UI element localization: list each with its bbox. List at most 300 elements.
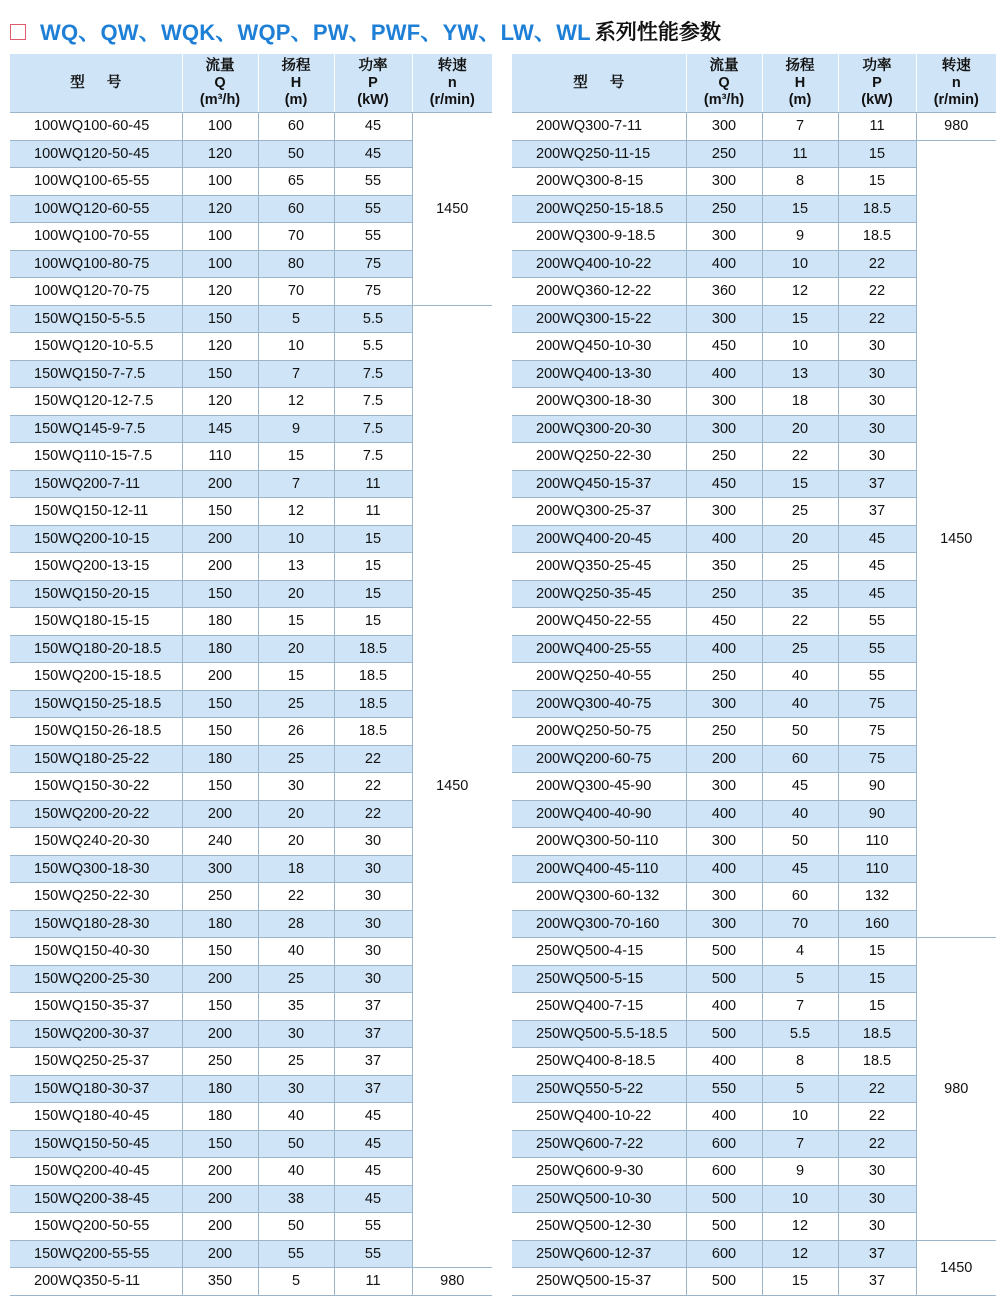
model-cell: 250WQ600-7-22 xyxy=(512,1130,686,1158)
head-cell: 26 xyxy=(258,718,334,746)
power-cell: 75 xyxy=(838,745,916,773)
head-cell: 5 xyxy=(258,1268,334,1296)
header-model: 型号 xyxy=(512,54,686,113)
head-cell: 40 xyxy=(762,800,838,828)
flow-cell: 100 xyxy=(182,113,258,141)
flow-cell: 300 xyxy=(686,223,762,251)
power-cell: 30 xyxy=(334,828,412,856)
head-cell: 10 xyxy=(762,1185,838,1213)
power-cell: 18.5 xyxy=(838,195,916,223)
spec-table-right-body xyxy=(512,113,996,1296)
flow-cell: 250 xyxy=(182,1048,258,1076)
model-cell: 200WQ300-25-37 xyxy=(512,498,686,526)
power-cell: 110 xyxy=(838,855,916,883)
head-cell: 9 xyxy=(258,415,334,443)
power-cell: 55 xyxy=(334,1213,412,1241)
model-cell: 200WQ450-10-30 xyxy=(512,333,686,361)
head-cell: 11 xyxy=(762,140,838,168)
power-cell: 22 xyxy=(334,745,412,773)
model-cell: 200WQ250-40-55 xyxy=(512,663,686,691)
power-cell: 11 xyxy=(334,1268,412,1296)
power-cell: 7.5 xyxy=(334,415,412,443)
head-cell: 60 xyxy=(258,113,334,141)
model-cell: 150WQ200-50-55 xyxy=(10,1213,182,1241)
head-cell: 55 xyxy=(258,1240,334,1268)
model-cell: 200WQ400-10-22 xyxy=(512,250,686,278)
head-cell: 40 xyxy=(258,1158,334,1186)
power-cell: 90 xyxy=(838,800,916,828)
flow-cell: 180 xyxy=(182,635,258,663)
power-cell: 30 xyxy=(838,388,916,416)
model-cell: 150WQ200-40-45 xyxy=(10,1158,182,1186)
power-cell: 30 xyxy=(838,1213,916,1241)
flow-cell: 200 xyxy=(182,1020,258,1048)
flow-cell: 400 xyxy=(686,993,762,1021)
head-cell: 22 xyxy=(762,608,838,636)
power-cell: 5.5 xyxy=(334,305,412,333)
head-cell: 40 xyxy=(762,663,838,691)
model-cell: 100WQ100-80-75 xyxy=(10,250,182,278)
head-cell: 60 xyxy=(762,745,838,773)
head-cell: 50 xyxy=(762,828,838,856)
model-cell: 150WQ120-10-5.5 xyxy=(10,333,182,361)
speed-cell: 1450 xyxy=(412,305,492,1268)
flow-cell: 240 xyxy=(182,828,258,856)
flow-cell: 150 xyxy=(182,993,258,1021)
head-cell: 50 xyxy=(762,718,838,746)
model-cell: 250WQ550-5-22 xyxy=(512,1075,686,1103)
power-cell: 37 xyxy=(838,1268,916,1296)
power-cell: 45 xyxy=(334,1185,412,1213)
table-row xyxy=(512,1240,996,1268)
model-cell: 150WQ180-15-15 xyxy=(10,608,182,636)
model-cell: 150WQ150-35-37 xyxy=(10,993,182,1021)
model-cell: 200WQ400-13-30 xyxy=(512,360,686,388)
speed-cell: 980 xyxy=(916,113,996,141)
flow-cell: 600 xyxy=(686,1130,762,1158)
flow-cell: 250 xyxy=(686,443,762,471)
flow-cell: 200 xyxy=(686,745,762,773)
model-cell: 100WQ100-70-55 xyxy=(10,223,182,251)
flow-cell: 400 xyxy=(686,800,762,828)
power-cell: 55 xyxy=(838,663,916,691)
head-cell: 20 xyxy=(762,525,838,553)
flow-cell: 200 xyxy=(182,553,258,581)
head-cell: 10 xyxy=(258,333,334,361)
power-cell: 30 xyxy=(334,910,412,938)
title-checkbox-icon xyxy=(10,24,26,40)
flow-cell: 500 xyxy=(686,1213,762,1241)
speed-cell: 980 xyxy=(916,938,996,1241)
model-cell: 250WQ500-5-15 xyxy=(512,965,686,993)
model-cell: 100WQ100-60-45 xyxy=(10,113,182,141)
power-cell: 22 xyxy=(838,1130,916,1158)
model-cell: 250WQ400-8-18.5 xyxy=(512,1048,686,1076)
model-cell: 150WQ250-25-37 xyxy=(10,1048,182,1076)
flow-cell: 300 xyxy=(686,828,762,856)
head-cell: 30 xyxy=(258,1075,334,1103)
power-cell: 11 xyxy=(838,113,916,141)
flow-cell: 300 xyxy=(686,168,762,196)
power-cell: 15 xyxy=(334,580,412,608)
head-cell: 40 xyxy=(258,1103,334,1131)
power-cell: 22 xyxy=(838,278,916,306)
flow-cell: 250 xyxy=(182,883,258,911)
head-cell: 20 xyxy=(258,800,334,828)
model-cell: 200WQ250-11-15 xyxy=(512,140,686,168)
model-cell: 250WQ500-15-37 xyxy=(512,1268,686,1296)
title-suffix: 系列性能参数 xyxy=(594,21,721,44)
power-cell: 75 xyxy=(838,690,916,718)
head-cell: 7 xyxy=(762,1130,838,1158)
flow-cell: 150 xyxy=(182,360,258,388)
power-cell: 18.5 xyxy=(838,1020,916,1048)
head-cell: 20 xyxy=(762,415,838,443)
flow-cell: 500 xyxy=(686,1185,762,1213)
flow-cell: 120 xyxy=(182,140,258,168)
model-cell: 150WQ240-20-30 xyxy=(10,828,182,856)
power-cell: 30 xyxy=(838,1185,916,1213)
spec-table-left xyxy=(10,54,492,1296)
power-cell: 30 xyxy=(334,938,412,966)
table-row xyxy=(512,938,996,966)
flow-cell: 400 xyxy=(686,360,762,388)
head-cell: 5.5 xyxy=(762,1020,838,1048)
flow-cell: 150 xyxy=(182,690,258,718)
flow-cell: 300 xyxy=(686,113,762,141)
power-cell: 30 xyxy=(838,333,916,361)
head-cell: 70 xyxy=(258,223,334,251)
model-cell: 250WQ500-12-30 xyxy=(512,1213,686,1241)
flow-cell: 550 xyxy=(686,1075,762,1103)
flow-cell: 450 xyxy=(686,333,762,361)
header-model: 型号 xyxy=(10,54,182,113)
flow-cell: 300 xyxy=(686,415,762,443)
head-cell: 4 xyxy=(762,938,838,966)
flow-cell: 200 xyxy=(182,525,258,553)
flow-cell: 400 xyxy=(686,250,762,278)
power-cell: 37 xyxy=(334,1048,412,1076)
head-cell: 15 xyxy=(762,1268,838,1296)
model-cell: 200WQ300-9-18.5 xyxy=(512,223,686,251)
power-cell: 22 xyxy=(838,1075,916,1103)
flow-cell: 400 xyxy=(686,1103,762,1131)
flow-cell: 400 xyxy=(686,1048,762,1076)
head-cell: 22 xyxy=(762,443,838,471)
head-cell: 7 xyxy=(258,360,334,388)
flow-cell: 250 xyxy=(686,140,762,168)
model-cell: 200WQ400-20-45 xyxy=(512,525,686,553)
power-cell: 160 xyxy=(838,910,916,938)
head-cell: 25 xyxy=(762,498,838,526)
model-cell: 150WQ150-26-18.5 xyxy=(10,718,182,746)
power-cell: 18.5 xyxy=(334,718,412,746)
model-cell: 150WQ180-20-18.5 xyxy=(10,635,182,663)
model-cell: 150WQ250-22-30 xyxy=(10,883,182,911)
head-cell: 15 xyxy=(258,663,334,691)
head-cell: 18 xyxy=(762,388,838,416)
power-cell: 45 xyxy=(334,1158,412,1186)
flow-cell: 300 xyxy=(686,498,762,526)
model-cell: 200WQ250-35-45 xyxy=(512,580,686,608)
power-cell: 45 xyxy=(334,113,412,141)
power-cell: 30 xyxy=(838,415,916,443)
spec-table-left-body xyxy=(10,113,492,1296)
flow-cell: 350 xyxy=(686,553,762,581)
table-header-row xyxy=(10,54,492,113)
flow-cell: 150 xyxy=(182,305,258,333)
head-cell: 10 xyxy=(762,250,838,278)
power-cell: 11 xyxy=(334,498,412,526)
power-cell: 75 xyxy=(334,278,412,306)
head-cell: 22 xyxy=(258,883,334,911)
head-cell: 12 xyxy=(258,498,334,526)
model-cell: 200WQ200-60-75 xyxy=(512,745,686,773)
head-cell: 25 xyxy=(258,690,334,718)
power-cell: 15 xyxy=(838,938,916,966)
flow-cell: 500 xyxy=(686,938,762,966)
head-cell: 30 xyxy=(258,1020,334,1048)
model-cell: 150WQ200-10-15 xyxy=(10,525,182,553)
model-cell: 150WQ200-25-30 xyxy=(10,965,182,993)
flow-cell: 180 xyxy=(182,1075,258,1103)
power-cell: 55 xyxy=(838,608,916,636)
head-cell: 25 xyxy=(762,553,838,581)
head-cell: 15 xyxy=(258,608,334,636)
power-cell: 22 xyxy=(838,250,916,278)
flow-cell: 250 xyxy=(686,580,762,608)
head-cell: 35 xyxy=(762,580,838,608)
power-cell: 7.5 xyxy=(334,443,412,471)
flow-cell: 200 xyxy=(182,1213,258,1241)
model-cell: 200WQ360-12-22 xyxy=(512,278,686,306)
flow-cell: 400 xyxy=(686,525,762,553)
model-cell: 150WQ200-13-15 xyxy=(10,553,182,581)
head-cell: 45 xyxy=(762,855,838,883)
model-cell: 150WQ150-7-7.5 xyxy=(10,360,182,388)
head-cell: 9 xyxy=(762,223,838,251)
model-cell: 200WQ300-18-30 xyxy=(512,388,686,416)
power-cell: 15 xyxy=(838,965,916,993)
power-cell: 30 xyxy=(334,965,412,993)
head-cell: 10 xyxy=(762,1103,838,1131)
model-cell: 200WQ300-7-11 xyxy=(512,113,686,141)
model-cell: 250WQ600-12-37 xyxy=(512,1240,686,1268)
flow-cell: 120 xyxy=(182,333,258,361)
power-cell: 45 xyxy=(334,1103,412,1131)
power-cell: 55 xyxy=(334,168,412,196)
model-cell: 150WQ150-25-18.5 xyxy=(10,690,182,718)
table-row xyxy=(10,1268,492,1296)
power-cell: 37 xyxy=(838,498,916,526)
model-cell: 150WQ200-15-18.5 xyxy=(10,663,182,691)
flow-cell: 200 xyxy=(182,663,258,691)
table-row xyxy=(10,113,492,141)
table-row xyxy=(10,305,492,333)
head-cell: 25 xyxy=(258,965,334,993)
model-cell: 150WQ200-7-11 xyxy=(10,470,182,498)
flow-cell: 300 xyxy=(686,773,762,801)
speed-cell: 1450 xyxy=(412,113,492,306)
model-cell: 150WQ110-15-7.5 xyxy=(10,443,182,471)
model-cell: 200WQ300-20-30 xyxy=(512,415,686,443)
model-cell: 150WQ150-12-11 xyxy=(10,498,182,526)
model-cell: 200WQ450-15-37 xyxy=(512,470,686,498)
model-cell: 100WQ100-65-55 xyxy=(10,168,182,196)
head-cell: 18 xyxy=(258,855,334,883)
head-cell: 20 xyxy=(258,580,334,608)
title-models: WQ、QW、WQK、WQP、PW、PWF、YW、LW、WL xyxy=(40,19,591,45)
flow-cell: 400 xyxy=(686,635,762,663)
head-cell: 7 xyxy=(762,113,838,141)
model-cell: 150WQ180-28-30 xyxy=(10,910,182,938)
speed-cell: 1450 xyxy=(916,1240,996,1295)
flow-cell: 150 xyxy=(182,580,258,608)
flow-cell: 450 xyxy=(686,470,762,498)
model-cell: 200WQ300-50-110 xyxy=(512,828,686,856)
head-cell: 12 xyxy=(258,388,334,416)
model-cell: 150WQ200-20-22 xyxy=(10,800,182,828)
power-cell: 22 xyxy=(838,1103,916,1131)
power-cell: 7.5 xyxy=(334,360,412,388)
head-cell: 80 xyxy=(258,250,334,278)
header-head: 扬程 H (m) xyxy=(762,54,838,113)
head-cell: 15 xyxy=(762,195,838,223)
head-cell: 20 xyxy=(258,635,334,663)
head-cell: 7 xyxy=(258,470,334,498)
title-bar xyxy=(10,14,721,48)
model-cell: 200WQ250-22-30 xyxy=(512,443,686,471)
flow-cell: 150 xyxy=(182,1130,258,1158)
power-cell: 55 xyxy=(334,223,412,251)
head-cell: 38 xyxy=(258,1185,334,1213)
head-cell: 50 xyxy=(258,1213,334,1241)
model-cell: 200WQ300-40-75 xyxy=(512,690,686,718)
header-speed: 转速 n (r/min) xyxy=(412,54,492,113)
power-cell: 90 xyxy=(838,773,916,801)
flow-cell: 100 xyxy=(182,223,258,251)
model-cell: 200WQ300-15-22 xyxy=(512,305,686,333)
head-cell: 10 xyxy=(762,333,838,361)
flow-cell: 600 xyxy=(686,1240,762,1268)
flow-cell: 145 xyxy=(182,415,258,443)
power-cell: 15 xyxy=(334,525,412,553)
power-cell: 55 xyxy=(334,1240,412,1268)
flow-cell: 200 xyxy=(182,800,258,828)
model-cell: 200WQ350-5-11 xyxy=(10,1268,182,1296)
flow-cell: 250 xyxy=(686,195,762,223)
power-cell: 75 xyxy=(838,718,916,746)
power-cell: 18.5 xyxy=(334,663,412,691)
model-cell: 150WQ200-38-45 xyxy=(10,1185,182,1213)
model-cell: 250WQ400-10-22 xyxy=(512,1103,686,1131)
model-cell: 200WQ300-8-15 xyxy=(512,168,686,196)
model-cell: 150WQ180-25-22 xyxy=(10,745,182,773)
flow-cell: 110 xyxy=(182,443,258,471)
power-cell: 5.5 xyxy=(334,333,412,361)
model-cell: 200WQ250-15-18.5 xyxy=(512,195,686,223)
model-cell: 200WQ300-45-90 xyxy=(512,773,686,801)
head-cell: 60 xyxy=(762,883,838,911)
model-cell: 200WQ400-25-55 xyxy=(512,635,686,663)
flow-cell: 100 xyxy=(182,250,258,278)
head-cell: 30 xyxy=(258,773,334,801)
flow-cell: 100 xyxy=(182,168,258,196)
head-cell: 5 xyxy=(762,1075,838,1103)
head-cell: 5 xyxy=(258,305,334,333)
head-cell: 12 xyxy=(762,1213,838,1241)
flow-cell: 300 xyxy=(182,855,258,883)
model-cell: 250WQ400-7-15 xyxy=(512,993,686,1021)
model-cell: 100WQ120-60-55 xyxy=(10,195,182,223)
head-cell: 50 xyxy=(258,1130,334,1158)
head-cell: 13 xyxy=(258,553,334,581)
model-cell: 150WQ150-40-30 xyxy=(10,938,182,966)
model-cell: 200WQ400-45-110 xyxy=(512,855,686,883)
power-cell: 11 xyxy=(334,470,412,498)
head-cell: 40 xyxy=(258,938,334,966)
head-cell: 70 xyxy=(762,910,838,938)
head-cell: 35 xyxy=(258,993,334,1021)
power-cell: 37 xyxy=(838,470,916,498)
power-cell: 37 xyxy=(334,1020,412,1048)
flow-cell: 200 xyxy=(182,1158,258,1186)
head-cell: 45 xyxy=(762,773,838,801)
model-cell: 200WQ350-25-45 xyxy=(512,553,686,581)
power-cell: 18.5 xyxy=(838,1048,916,1076)
table-header-row xyxy=(512,54,996,113)
model-cell: 150WQ150-50-45 xyxy=(10,1130,182,1158)
head-cell: 15 xyxy=(762,305,838,333)
model-cell: 250WQ500-5.5-18.5 xyxy=(512,1020,686,1048)
flow-cell: 500 xyxy=(686,1268,762,1296)
power-cell: 55 xyxy=(838,635,916,663)
model-cell: 100WQ120-50-45 xyxy=(10,140,182,168)
flow-cell: 150 xyxy=(182,718,258,746)
flow-cell: 450 xyxy=(686,608,762,636)
model-cell: 100WQ120-70-75 xyxy=(10,278,182,306)
flow-cell: 150 xyxy=(182,498,258,526)
model-cell: 200WQ450-22-55 xyxy=(512,608,686,636)
head-cell: 15 xyxy=(258,443,334,471)
flow-cell: 500 xyxy=(686,1020,762,1048)
power-cell: 45 xyxy=(838,525,916,553)
head-cell: 60 xyxy=(258,195,334,223)
flow-cell: 250 xyxy=(686,718,762,746)
flow-cell: 300 xyxy=(686,305,762,333)
power-cell: 15 xyxy=(334,608,412,636)
flow-cell: 300 xyxy=(686,690,762,718)
model-cell: 250WQ600-9-30 xyxy=(512,1158,686,1186)
flow-cell: 120 xyxy=(182,388,258,416)
model-cell: 150WQ120-12-7.5 xyxy=(10,388,182,416)
head-cell: 70 xyxy=(258,278,334,306)
model-cell: 150WQ180-30-37 xyxy=(10,1075,182,1103)
flow-cell: 200 xyxy=(182,1240,258,1268)
power-cell: 15 xyxy=(838,168,916,196)
power-cell: 15 xyxy=(334,553,412,581)
flow-cell: 200 xyxy=(182,1185,258,1213)
header-power: 功率 P (kW) xyxy=(334,54,412,113)
power-cell: 15 xyxy=(838,140,916,168)
model-cell: 150WQ300-18-30 xyxy=(10,855,182,883)
power-cell: 30 xyxy=(838,360,916,388)
power-cell: 37 xyxy=(334,1075,412,1103)
power-cell: 18.5 xyxy=(334,635,412,663)
flow-cell: 150 xyxy=(182,938,258,966)
model-cell: 150WQ180-40-45 xyxy=(10,1103,182,1131)
flow-cell: 180 xyxy=(182,910,258,938)
